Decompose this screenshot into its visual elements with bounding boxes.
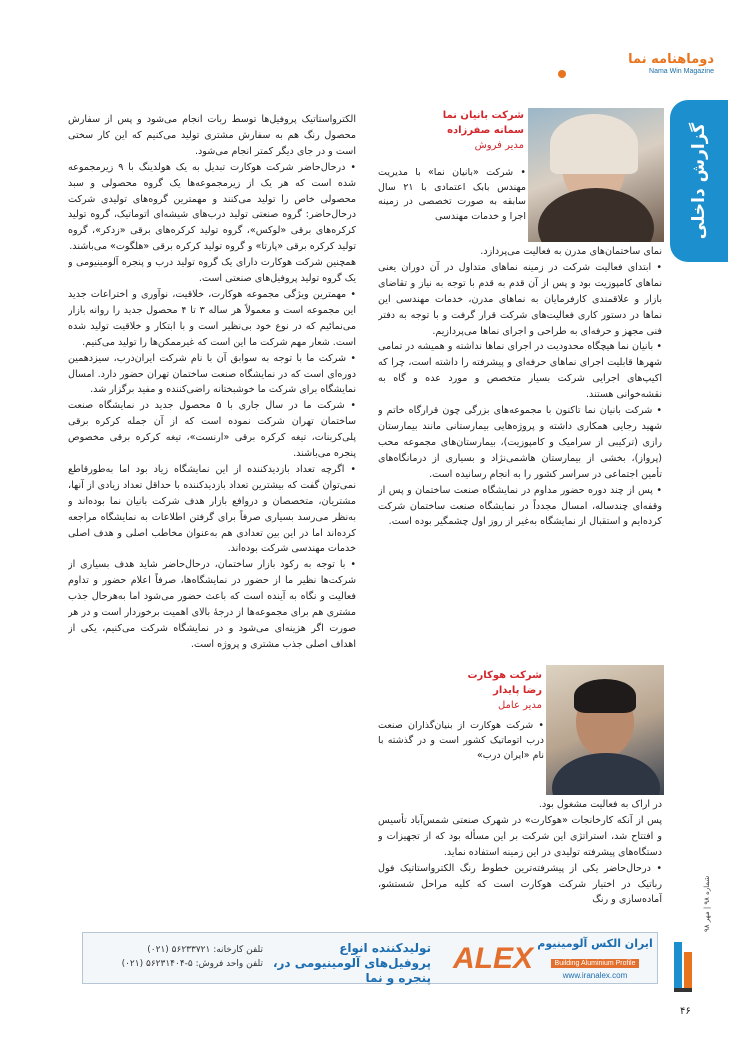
left-column (68, 112, 356, 907)
profile1-role: مدیر فروش (474, 140, 524, 151)
profile2-role: مدیر عامل (497, 700, 542, 711)
profile2-intro: • شرکت هوکارت از بنیان‌گذاران صنعت درب اتوماتیک کشور است و در گذشته با نام «ایران درب» (378, 720, 544, 761)
page-number: ۴۶ (680, 1006, 691, 1017)
paragraph: • شرکت ما با توجه به سوابق آن با نام شرکت ایران‌درب، سیزدهمین دوره‌ای است که در نمایشگاه صنعت ساختمان تهران حضور دارد. امسال نمایشگاه برای شرکت ما خوشبختانه راضی‌کننده و مفید برگزار شد. (68, 352, 356, 396)
profile2-header (440, 668, 542, 713)
paragraph: • با توجه به رکود بازار ساختمان، درحال‌حاضر شاید هدف بسیاری از شرکت‌ها نظیر ما از حضور در نمایشگاه‌ها، صرفاً اعلام حضور و تداوم فعالیت و نگاه به آینده است که باعث حضور می‌شود اما به‌هرحال جذب مشتری هم برای مجموعه‌ها از درجهٔ بالای اهمیت برخوردار است و در هر صورت اگر هزینه‌ای می‌شود و در نمایشگاه شرکت می‌کنیم، یکی از اهداف اصلی جذب مشتری و پروژه است. (68, 559, 356, 650)
right-column-bottom (378, 797, 662, 912)
ad-banner[interactable] (82, 932, 658, 984)
paragraph: در اراک به فعالیت مشغول بود. (538, 799, 662, 810)
logo-mark-icon (558, 70, 566, 78)
profile1-header (378, 108, 524, 153)
paragraph: • شرکت بانیان نما تاکنون با مجموعه‌های بزرگی چون قرارگاه خاتم و شهید رجایی همکاری داشته و پروژه‌هایی بیمارستانی مانند بیمارستان رازی (ترکیبی از سرامیک و کامپوزیت)، بیمارستان‌های مجموعه محب (پرواز)، بخشی از بیمارستان هاشمی‌نژاد و بسیاری از درمانگاه‌های تأمین اجتماعی در سراسر کشور را به انجام رسانیده است. (378, 405, 662, 480)
issue-label: شماره ۹۸ | مهر ۹۸ (703, 875, 711, 932)
ad-phone-factory: تلفن کارخانه: ۵۶۲۳۳۷۲۱ (۰۲۱) (147, 945, 263, 955)
right-column-top (378, 244, 662, 639)
paragraph: • بانیان نما هیچگاه محدودیت در اجرای نماها نداشته و همیشه در تمامی شهرها قابلیت اجرای نماهای حرفه‌ای و پیشرفته را داشته است، چرا که اکیپ‌های اجرایی شرکت بسیار متخصص و مورد عده و گاه به نقشه‌خوانی هستند. (378, 341, 662, 401)
ad-brand-tagline: Building Aluminium Profile (551, 959, 640, 968)
paragraph: نمای ساختمان‌های مدرن به فعالیت می‌پردازد. (480, 246, 662, 257)
alex-logo (453, 935, 533, 983)
paragraph: الکترواستاتیک پروفیل‌ها توسط ربات انجام می‌شود و پس از سفارش محصول رنگ هم به سفارش مشتری تولید می‌کنیم که این کار سختی است و در جای دیگر کمتر انجام می‌شود. (68, 114, 356, 157)
profile1-name: سمانه صفرزاده (447, 125, 524, 136)
section-tab (670, 100, 728, 262)
paragraph: • درحال‌حاضر شرکت هوکارت تبدیل به یک هولدینگ با ۹ زیرمجموعه شده است که هر یک از زیرمجموعه‌ها یک گروه محصولی و سبد محصولی خاص را تولید می‌کنند و مهمترین گروه‌های تولیدی شرکت درحال‌حاضر: گروه صنعتی تولید درب‌های شیشه‌ای اتوماتیک، گروه تولید کرکره‌های برقی «لوکس»، گروه تولید کرکره‌های برقی «زدکر»، گروه تولید کرکره برقی «پارتا» و گروه تولید کرکره برقی «هلگوت» می‌باشند. (68, 161, 356, 253)
profile1-company: شرکت بانیان نما (442, 110, 524, 121)
ad-brand (533, 937, 657, 980)
ad-phone-sales: تلفن واحد فروش: ۵-۵۶۲۳۱۴۰۴ (۰۲۱) (121, 959, 263, 969)
ad-slogan: تولیدکننده انواع پروفیل‌های آلومینیومی در، پنجره و نما (272, 941, 431, 985)
profile2-photo (546, 665, 664, 795)
section-tab-label: گزارش داخلی (689, 122, 709, 240)
logo-subtitle: Nama Win Magazine (649, 68, 714, 75)
profile1-intro: • شرکت «بانیان نما» با مدیریت مهندس بابک اعتمادی با ۲۱ سال سابقه به صورت تخصصی در زمینه اجرا و خدمات مهندسی (378, 167, 527, 222)
ad-phones (93, 943, 263, 971)
paragraph: • شرکت ما در سال جاری با ۵ محصول جدید در نمایشگاه صنعت ساختمان تهران شرکت نموده است که از آن جمله کرکره برقی پلی‌کربنات، تیغه کرکره برقی «ارنست»، تیغه کرکره برقی مخصوص پنجره می‌باشند. (68, 400, 356, 460)
paragraph: • پس از چند دوره حضور مداوم در نمایشگاه صنعت ساختمان و پس از وقفه‌ای چندساله، امسال مجدداً در نمایشگاه صنعت ساختمان شرکت کرده‌ایم و استقبال از نمایشگاه به‌غیر از روز اول چشمگیر بوده است. (378, 484, 662, 528)
footer-advertisement (68, 930, 668, 1040)
paragraph: همچنین شرکت هوکارت دارای یک گروه تولید درب و پنجره آلومینیومی و یک گروه تولید پروفیل‌های صنعتی است. (68, 257, 356, 285)
profile1-photo (528, 108, 664, 242)
ad-brand-name: ایران الکس آلومینیوم (537, 937, 653, 950)
alex-logo-text: ALEX (453, 942, 534, 975)
ad-website-link[interactable]: www.iranalex.com (562, 971, 628, 980)
paragraph: • درحال‌حاضر یکی از پیشرفته‌ترین خطوط رنگ الکترواستاتیک فول رباتیک در اختیار شرکت هوکارت است که کلیه مراحل شستشو، آماده‌سازی و رنگ (378, 862, 662, 906)
magazine-logo (554, 52, 714, 78)
logo-title: دوماهنامه نما (628, 52, 714, 67)
paragraph: • مهمترین ویژگی مجموعه هوکارت، خلاقیت، نوآوری و اختراعات جدید این مجموعه است و معمولاً هر ساله ۳ تا ۴ محصول جدید را روانه بازار می‌نمائیم که در نوع خود بی‌نظیر است و با ابتکار و خلاقیت تولید شده است. شعار مهم شرکت ما این است که غیرممکن‌ها را تولید می‌کنیم. (68, 288, 356, 348)
profile2-company: شرکت هوکارت (467, 670, 542, 681)
paragraph: • ابتدای فعالیت شرکت در زمینه نماهای متداول در آن دوران یعنی نماهای کامپوزیت بود و پس از آن قدم به قدم با توجه به نیاز و تقاضای بازار و علاقمندی کارفرمایان به نماهای مدرن، خدمات مهندسی این نماها در دستور کاری فعالیت‌های شرکت قرار گرفت و با توجه به دفتر فنی مجهز و حرفه‌ای به طراحی و اجرای نماها می‌پردازیم. (378, 261, 662, 337)
profile2-name: رضا پایدار (493, 685, 542, 696)
paragraph: • اگرچه تعداد بازدیدکننده از این نمایشگاه زیاد بود اما به‌طورقاطع نمی‌توان گفت که بیشترین تعداد بازدیدکننده با حداقل تعداد زیادی از آنها، مشتریان، متخصصان و دروافع بازار هدف شرکت بانیان نما بوده‌اند و به‌نظر می‌رسد بسیاری صرفاً برای گرفتن اطلاعات به نمایشگاه مراجعه کرده‌اند اما در این بین تعدادی هم به‌عنوان مخاطب اصلی و هدف اصلی خدمات مهندسی شرکت بوده‌اند. (68, 463, 356, 555)
paragraph: پس از آنکه کارخانجات «هوکارت» در شهرک صنعتی شمس‌آباد تأسیس و افتتاح شد، استراتژی این شرکت بر این مسأله بود که از تجهیزات و دستگاه‌های پیشرفته تولیدی در این زمینه استفاده نماید. (378, 814, 662, 858)
page-marker-icon (672, 936, 698, 996)
